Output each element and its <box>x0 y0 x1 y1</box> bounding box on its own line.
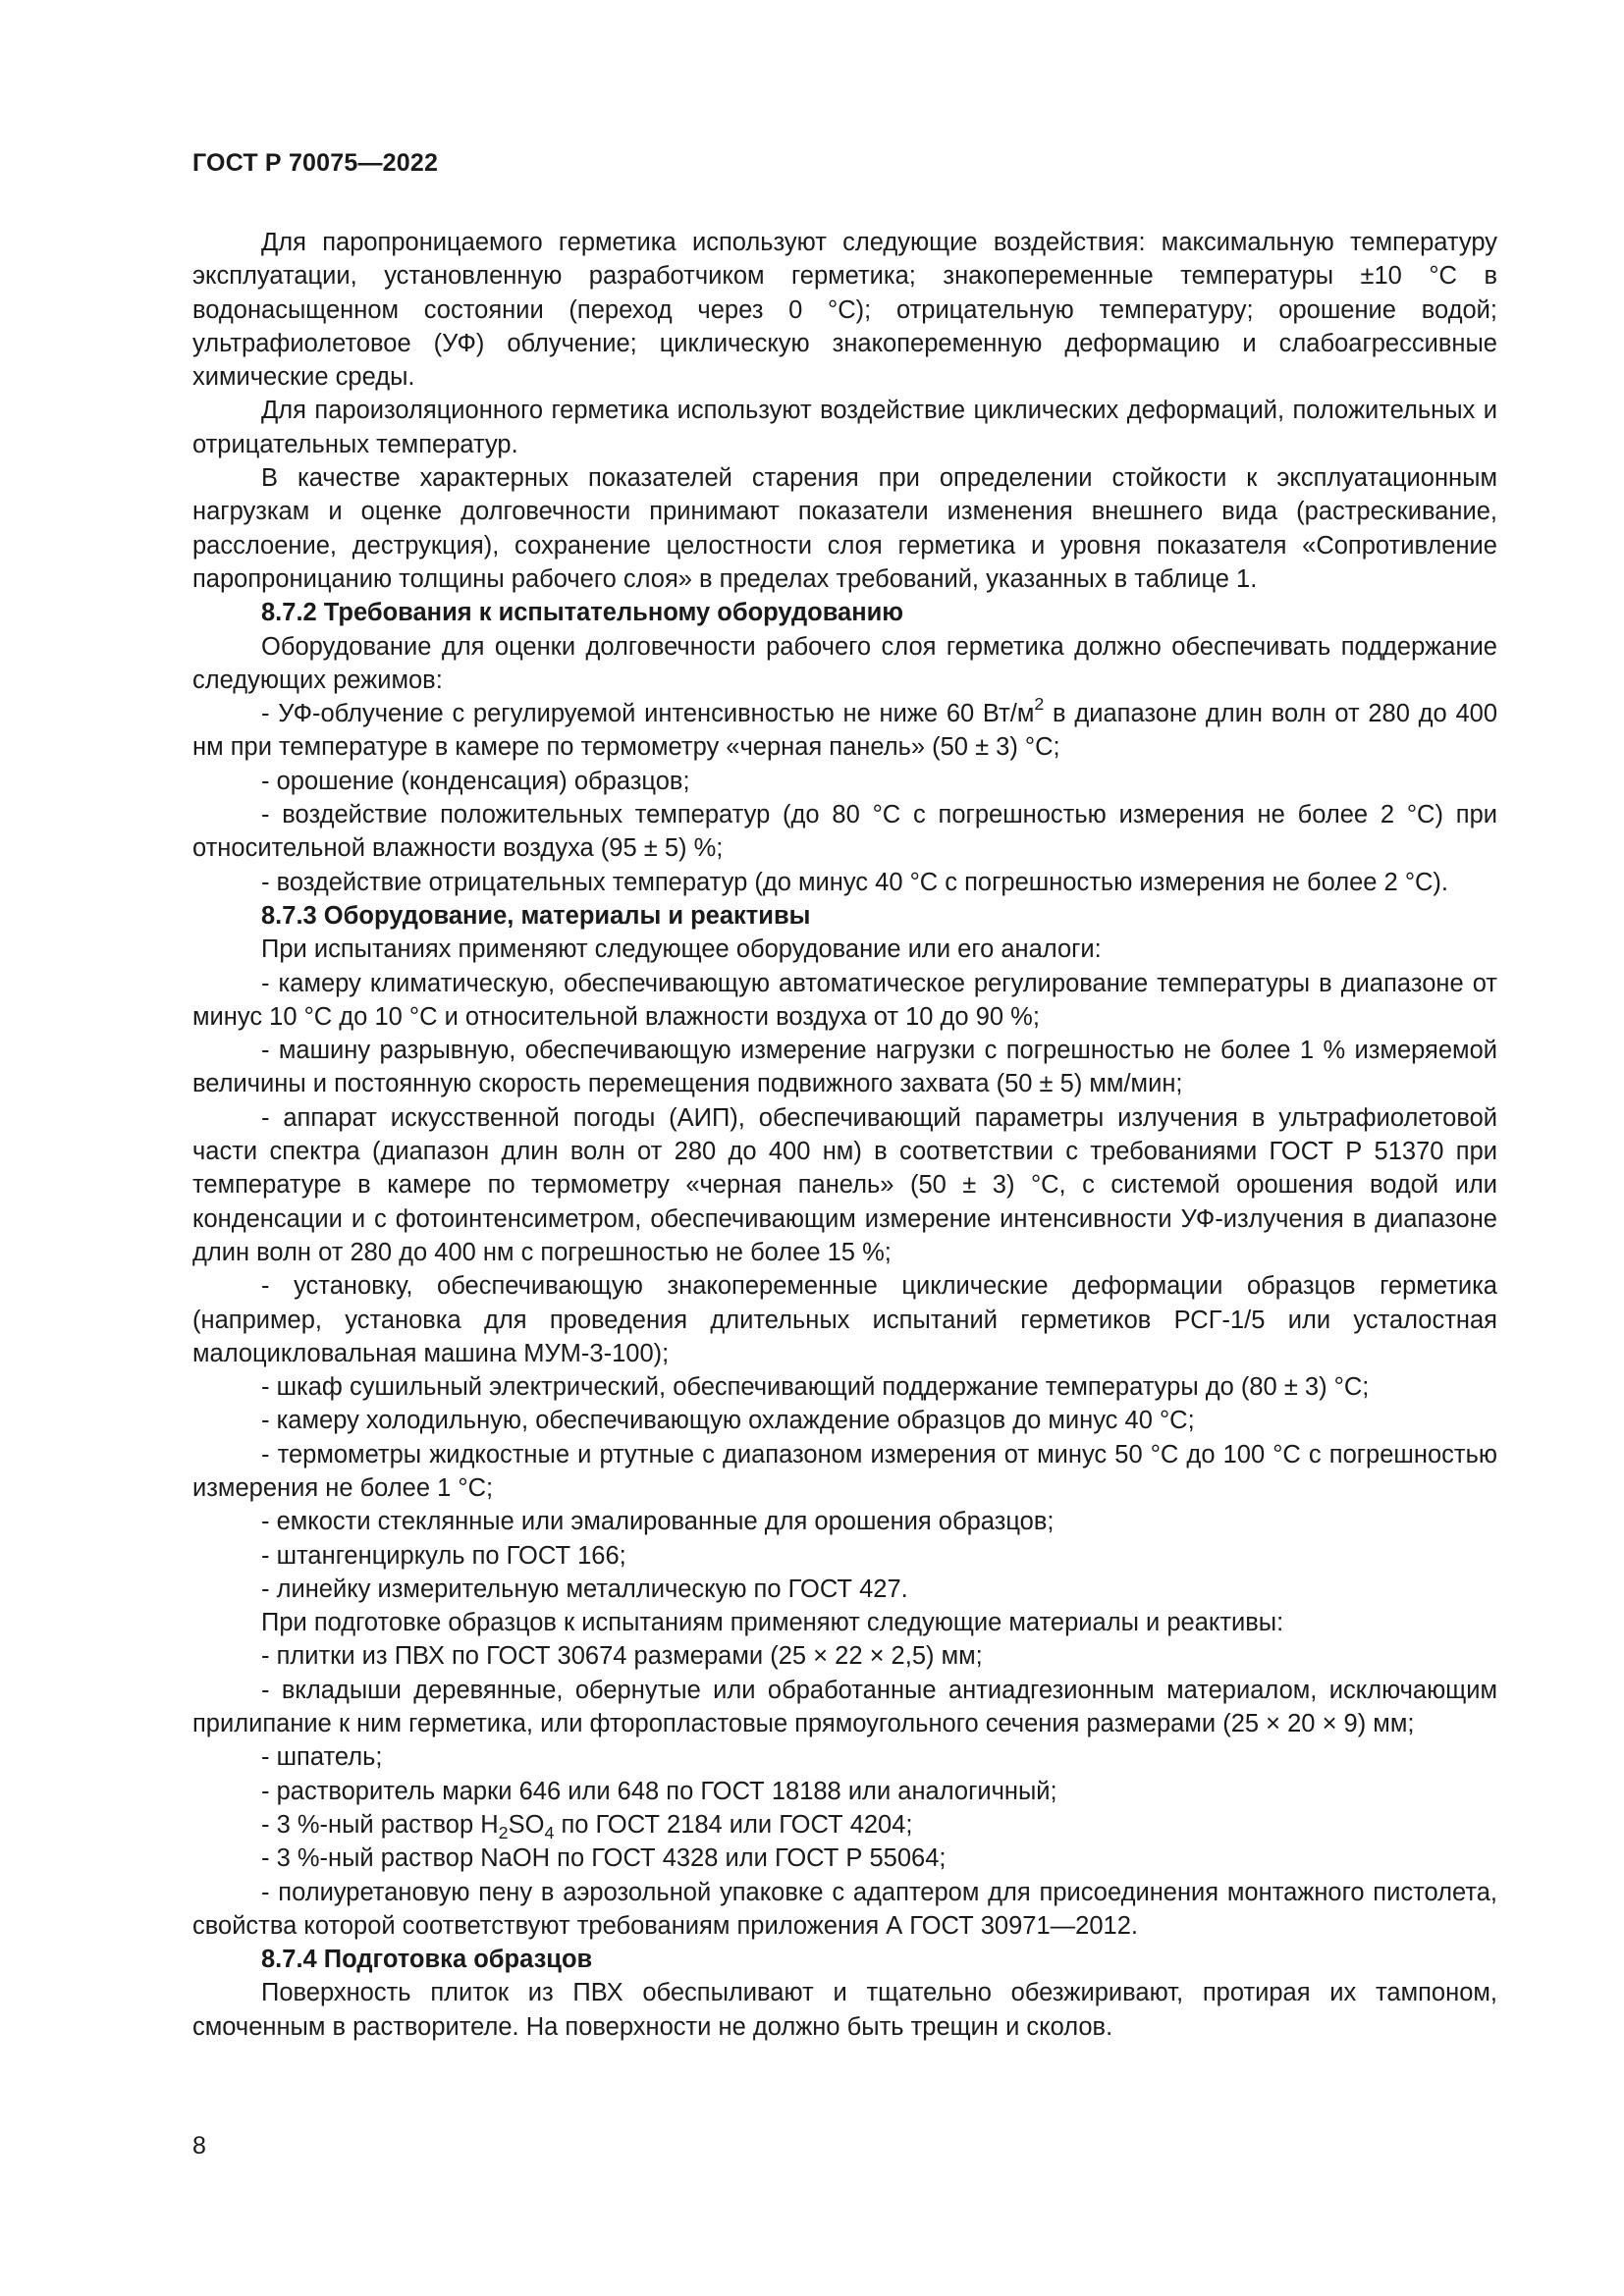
paragraph-vapor-permeable: Для паропроницаемого герметика используют следующие воздействия: максимальную температуру эксплуатации, установленную разработчиком герметика; знакопеременные температуры ±10 °С в водонасыщенном состоянии (переход через 0 °С); отрицательную температуру; орошение водой; ультрафиолетовое (УФ) облучение; циклическую знакопеременную деформацию и слабоагрессивные химические среды. <box>192 229 1497 392</box>
uv-superscript: 2 <box>1034 693 1045 714</box>
list-item-spatula: - шпатель; <box>261 1743 383 1772</box>
list-item-refrigeration-chamber: - камеру холодильную, обеспечивающую охлаждение образцов до минус 40 °С; <box>261 1407 1195 1435</box>
uv-text-end: в диапазоне длин волн от 280 до 400 нм при температуре в камере по термометру «черная панель» (50 ± 3) °С; <box>192 700 1497 762</box>
list-item-solvent: - растворитель марки 646 или 648 по ГОСТ 18188 или аналогичный; <box>261 1777 1057 1805</box>
uv-text-start: - УФ-облучение с регулируемой интенсивностью не ниже 60 Вт/м <box>261 700 1035 728</box>
paragraph-vapor-barrier: Для пароизоляционного герметика используют воздействие циклических деформаций, положительных и отрицательных температур. <box>192 397 1497 458</box>
list-item-deformation-unit: - установку, обеспечивающую знакопеременные циклические деформации образцов герметика (например, установка для проведения длительных испытаний герметиков РСГ-1/5 или усталостная малоцикловальная машина МУМ-3-100); <box>192 1272 1497 1367</box>
list-item-inserts: - вкладыши деревянные, обернутые или обработанные антиадгезионным материалом, исключающим прилипание к ним герметика, или фторопластовые прямоугольного сечения размерами (25 × 20 × 9) мм; <box>192 1676 1497 1738</box>
list-item-pvc-tiles: - плитки из ПВХ по ГОСТ 30674 размерами (25 × 22 × 2,5) мм; <box>261 1642 983 1671</box>
list-item-positive-temp: - воздействие положительных температур (до 80 °С с погрешностью измерения не более 2 °С) при относительной влажности воздуха (95 ± 5) %; <box>192 801 1497 863</box>
list-item-thermometers: - термометры жидкостные и ртутные с диапазоном измерения от минус 50 °С до 100 °С с погрешностью измерения не более 1 °С; <box>192 1440 1497 1502</box>
list-item-containers: - емкости стеклянные или эмалированные для орошения образцов; <box>261 1508 1055 1536</box>
list-item-sulfuric-acid <box>192 1808 1497 1842</box>
paragraph-sample-preparation: Поверхность плиток из ПВХ обеспыливают и тщательно обезжиривают, протирая их тампоном, смоченным в растворителе. На поверхности не должно быть трещин и сколов. <box>192 1979 1497 2041</box>
acid-subscript-1: 2 <box>498 1823 509 1843</box>
paragraph-materials-intro: При подготовке образцов к испытаниям применяют следующие материалы и реактивы: <box>261 1609 1284 1637</box>
section-heading-8-7-3: 8.7.3 Оборудование, материалы и реактивы <box>261 901 811 930</box>
list-item-naoh: - 3 %-ный раствор NaOH по ГОСТ 4328 или ГОСТ Р 55064; <box>261 1844 947 1873</box>
section-heading-8-7-2: 8.7.2 Требования к испытательному оборудованию <box>261 599 904 627</box>
list-item-weather-apparatus: - аппарат искусственной погоды (АИП), обеспечивающий параметры излучения в ультрафиолетовой части спектра (диапазон длин волн от 280 до 400 нм) в соответствии с требованиями ГОСТ Р 51370 при температуре в камере по термометру «черная панель» (50 ± 3) °С, с системой орошения водой или конденсации и с фотоинтенсиметром, обеспечивающим измерение интенсивности УФ-излучения в диапазоне длин волн от 280 до 400 нм с погрешностью не более 15 %; <box>192 1103 1497 1266</box>
acid-subscript-2: 4 <box>544 1823 555 1843</box>
list-item-irrigation: - орошение (конденсация) образцов; <box>261 767 690 795</box>
list-item-ruler: - линейку измерительную металлическую по ГОСТ 427. <box>261 1575 908 1603</box>
list-item-foam: - полиуретановую пену в аэрозольной упаковке с адаптером для присоединения монтажного пистолета, свойства которой соответствуют требованиям приложения А ГОСТ 30971—2012. <box>192 1878 1497 1940</box>
paragraph-equipment-modes: Оборудование для оценки долговечности рабочего слоя герметика должно обеспечивать поддержание следующих режимов: <box>192 632 1497 694</box>
list-item-tensile-machine: - машину разрывную, обеспечивающую измерение нагрузки с погрешностью не более 1 % измеряемой величины и постоянную скорость перемещения подвижного захвата (50 ± 5) мм/мин; <box>192 1037 1497 1098</box>
list-item-caliper: - штангенциркуль по ГОСТ 166; <box>261 1541 626 1570</box>
acid-text-mid: SO <box>508 1810 545 1839</box>
paragraph-equipment-intro: При испытаниях применяют следующее оборудование или его аналоги: <box>261 935 1102 964</box>
paragraph-aging-indicators: В качестве характерных показателей старения при определении стойкости к эксплуатационным нагрузкам и оценке долговечности принимают показатели изменения внешнего вида (растрескивание, расслоение, деструкция), сохранение целостности слоя герметика и уровня показателя «Сопротивление паропроницанию толщины рабочего слоя» в пределах требований, указанных в таблице 1. <box>192 464 1497 593</box>
list-item-climate-chamber: - камеру климатическую, обеспечивающую автоматическое регулирование температуры в диапазоне от минус 10 °С до 10 °С и относительной влажности воздуха от 10 до 90 %; <box>192 969 1497 1031</box>
acid-text-end: по ГОСТ 2184 или ГОСТ 4204; <box>554 1810 913 1839</box>
section-heading-8-7-4: 8.7.4 Подготовка образцов <box>261 1946 593 1974</box>
document-header: ГОСТ Р 70075—2022 <box>192 149 439 177</box>
acid-text-start: - 3 %-ный раствор H <box>261 1810 499 1839</box>
list-item-drying-cabinet: - шкаф сушильный электрический, обеспечивающий поддержание температуры до (80 ± 3) °С; <box>261 1373 1370 1402</box>
document-body <box>192 226 1497 2044</box>
list-item-negative-temp: - воздействие отрицательных температур (до минус 40 °С с погрешностью измерения не более 2 °С). <box>261 868 1449 896</box>
page-number: 8 <box>192 2132 206 2160</box>
list-item-uv <box>192 693 1497 765</box>
